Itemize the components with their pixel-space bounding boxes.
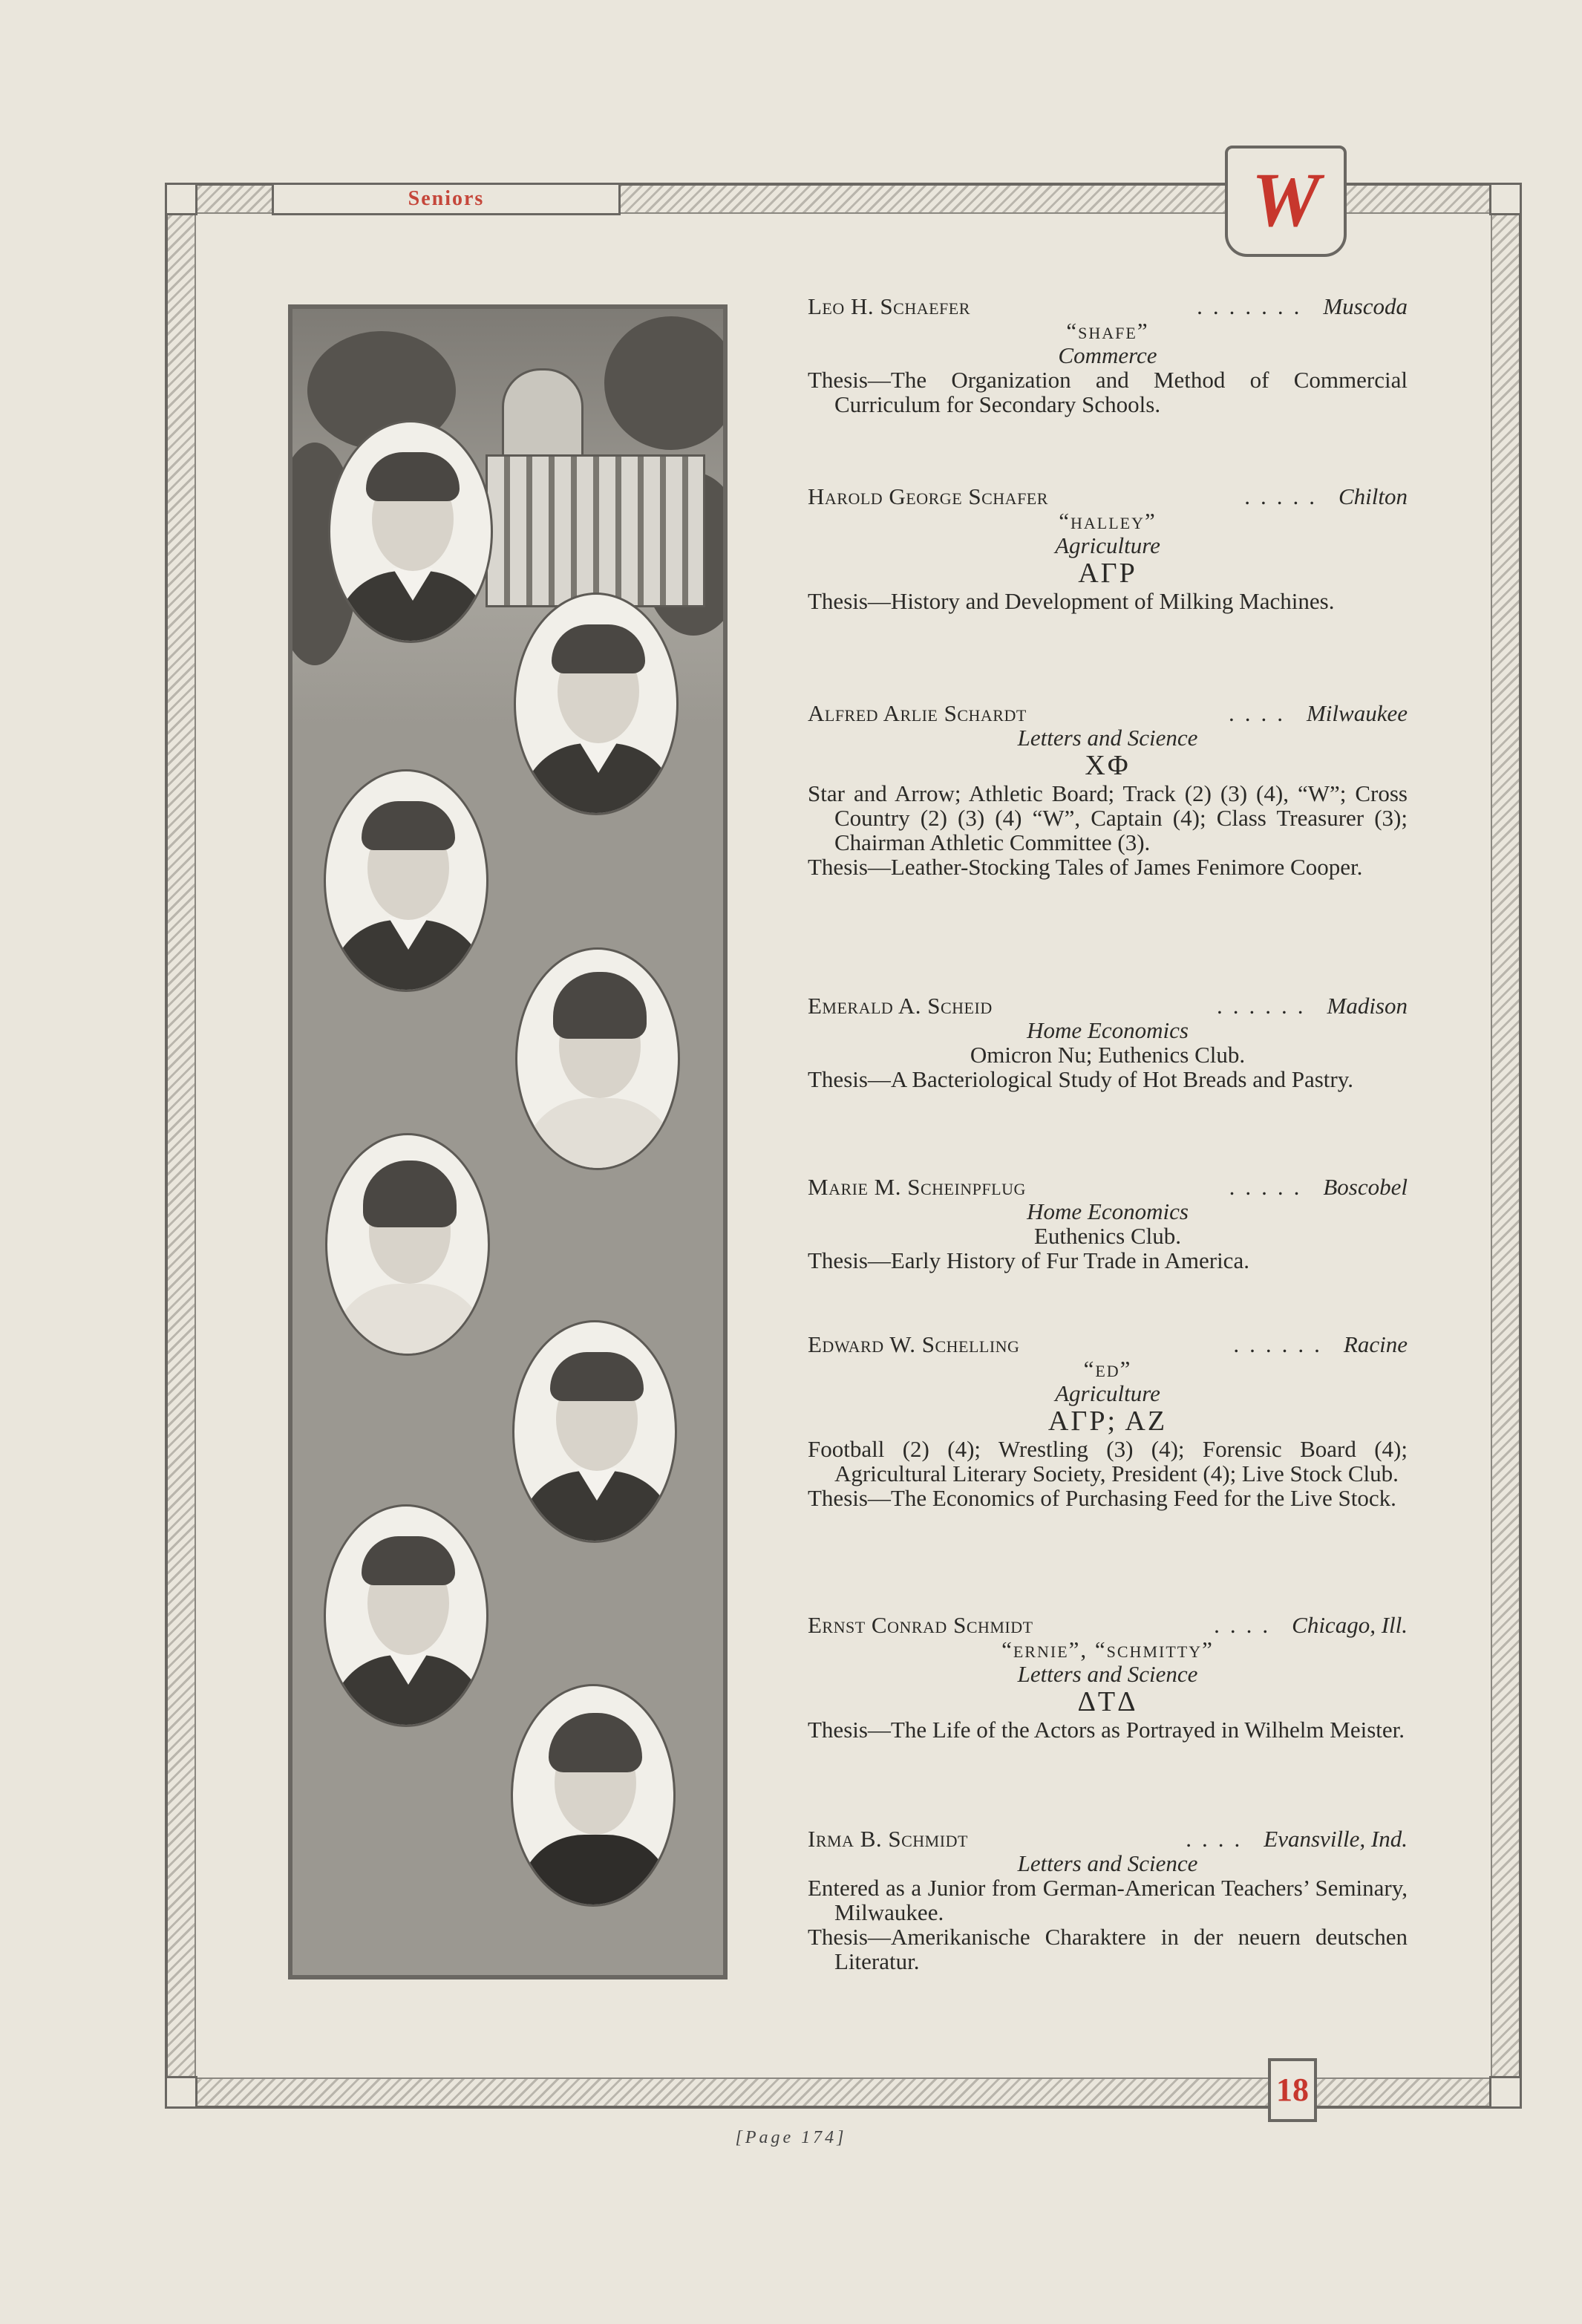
portrait-photo xyxy=(512,1320,677,1543)
department: Letters and Science xyxy=(1017,725,1198,751)
hometown: Boscobel xyxy=(1323,1174,1408,1200)
senior-name: Edward W. Schelling xyxy=(808,1331,1020,1357)
corner-ornament xyxy=(1489,2076,1522,2109)
department: Home Economics xyxy=(1027,1198,1189,1224)
page-footer: [Page 174] xyxy=(735,2128,847,2147)
fraternity-letters: ΔTΔ xyxy=(1077,1686,1138,1717)
section-tag xyxy=(272,183,621,215)
page-number-badge xyxy=(1268,2058,1317,2122)
senior-name: Irma B. Schmidt xyxy=(808,1826,968,1852)
senior-name: Ernst Conrad Schmidt xyxy=(808,1612,1033,1638)
activities: Omicron Nu; Euthenics Club. xyxy=(970,1042,1246,1068)
nickname: “ed” xyxy=(1083,1356,1132,1382)
nickname: “ernie”, “schmitty” xyxy=(1001,1636,1214,1662)
corner-ornament xyxy=(1489,183,1522,215)
senior-entry: Marie M. Scheinpflug ..... Boscobel Home Economics Euthenics Club. Thesis—Early History of Fur Trade in America. xyxy=(808,1174,1408,1273)
nickname: “halley” xyxy=(1059,508,1157,534)
senior-entry: Alfred Arlie Schardt .... Milwaukee Letters and Science XΦ Star and Arrow; Athletic Board; Track (2) (3) (4), “W”; Cross Country (2) (3) (4) “W”, Captain (4); Class Treasurer (3); Chairman Athletic Committee (3). Thesis—Leather-Stocking Tales of James Fenimore Cooper. xyxy=(808,700,1408,880)
building-icon xyxy=(486,454,705,607)
entry-text: Thesis—Early History of Fur Trade in America. xyxy=(808,1247,1249,1273)
entry-text: Star and Arrow; Athletic Board; Track (2) (3) (4), “W”; Cross Country (2) (3) (4) “W”, Captain (4); Class Treasurer (3); Chairman Athletic Committee (3). xyxy=(808,780,1408,855)
hometown: Chilton xyxy=(1338,483,1408,509)
department: Letters and Science xyxy=(1017,1850,1198,1876)
fraternity-letters: AΓP; AZ xyxy=(1047,1406,1168,1437)
department: Letters and Science xyxy=(1017,1661,1198,1687)
entry-text: Thesis—Amerikanische Charaktere in der neuern deutschen Literatur. xyxy=(808,1924,1408,1974)
portrait-panel xyxy=(288,304,728,1979)
portrait-photo xyxy=(514,593,679,815)
senior-name: Emerald A. Scheid xyxy=(808,993,993,1019)
entry-text: Football (2) (4); Wrestling (3) (4); Forensic Board (4); Agricultural Literary Society, President (4); Live Stock Club. xyxy=(808,1436,1408,1486)
fraternity-letters: AΓP xyxy=(1078,558,1137,589)
entry-text: Thesis—Leather-Stocking Tales of James Fenimore Cooper. xyxy=(808,854,1363,880)
hometown: Milwaukee xyxy=(1306,700,1408,726)
entry-text: Thesis—The Life of the Actors as Portrayed in Wilhelm Meister. xyxy=(808,1717,1405,1743)
section-title: Seniors xyxy=(408,187,485,210)
portrait-photo xyxy=(515,947,680,1170)
portrait-photo xyxy=(324,769,488,992)
senior-entry: Edward W. Schelling ...... Racine “ed” Agriculture AΓP; AZ Football (2) (4); Wrestling (3) (4); Forensic Board (4); Agricultural Literary Society, President (4); Live Stock Club. Thesis—The Economics of Purchasing Feed for the Live Stock. xyxy=(808,1331,1408,1511)
page-number: 18 xyxy=(1276,2072,1309,2108)
senior-entry: Emerald A. Scheid ...... Madison Home Economics Omicron Nu; Euthenics Club. Thesis—A Bacteriological Study of Hot Breads and Pastry. xyxy=(808,993,1408,1092)
senior-name: Leo H. Schaefer xyxy=(808,293,970,319)
hometown: Muscoda xyxy=(1323,293,1408,319)
senior-name: Harold George Schafer xyxy=(808,483,1048,509)
senior-name: Marie M. Scheinpflug xyxy=(808,1174,1026,1200)
activities: Euthenics Club. xyxy=(1033,1223,1182,1249)
hometown: Evansville, Ind. xyxy=(1264,1826,1408,1852)
portrait-photo xyxy=(324,1504,488,1727)
portrait-photo xyxy=(511,1684,676,1907)
hometown: Chicago, Ill. xyxy=(1292,1612,1408,1638)
w-emblem-icon xyxy=(1225,146,1347,257)
corner-ornament xyxy=(165,183,197,215)
department: Commerce xyxy=(1058,342,1157,368)
department: Agriculture xyxy=(1055,1380,1160,1406)
senior-entry: Harold George Schafer ..... Chilton “halley” Agriculture AΓP Thesis—History and Development of Milking Machines. xyxy=(808,483,1408,614)
entry-text: Thesis—History and Development of Milking Machines. xyxy=(808,588,1335,614)
hometown: Racine xyxy=(1343,1331,1408,1357)
hometown: Madison xyxy=(1327,993,1408,1019)
senior-entry: Leo H. Schaefer ....... Muscoda “shafe” Commerce Thesis—The Organization and Method of Commercial Curriculum for Secondary Schools. xyxy=(808,293,1408,417)
senior-entry: Irma B. Schmidt .... Evansville, Ind. Letters and Science Entered as a Junior from German-American Teachers’ Seminary, Milwaukee. Thesis—Amerikanische Charaktere in der neuern deutschen Literatur. xyxy=(808,1826,1408,1974)
department: Home Economics xyxy=(1027,1017,1189,1043)
entry-text: Thesis—A Bacteriological Study of Hot Breads and Pastry. xyxy=(808,1066,1353,1092)
portrait-photo xyxy=(325,1133,490,1356)
senior-entry: Ernst Conrad Schmidt .... Chicago, Ill. “ernie”, “schmitty” Letters and Science ΔTΔ Thesis—The Life of the Actors as Portrayed in Wilhelm Meister. xyxy=(808,1612,1408,1743)
portrait-photo xyxy=(328,420,493,643)
emblem-letter: W xyxy=(1251,157,1321,243)
corner-ornament xyxy=(165,2076,197,2109)
nickname: “shafe” xyxy=(1066,318,1149,344)
entry-text: Entered as a Junior from German-American Teachers’ Seminary, Milwaukee. xyxy=(808,1875,1408,1925)
senior-name: Alfred Arlie Schardt xyxy=(808,700,1027,726)
department: Agriculture xyxy=(1055,532,1160,558)
entry-text: Thesis—The Economics of Purchasing Feed for the Live Stock. xyxy=(808,1485,1396,1511)
fraternity-letters: XΦ xyxy=(1085,750,1131,781)
entry-text: Thesis—The Organization and Method of Commercial Curriculum for Secondary Schools. xyxy=(808,367,1408,417)
